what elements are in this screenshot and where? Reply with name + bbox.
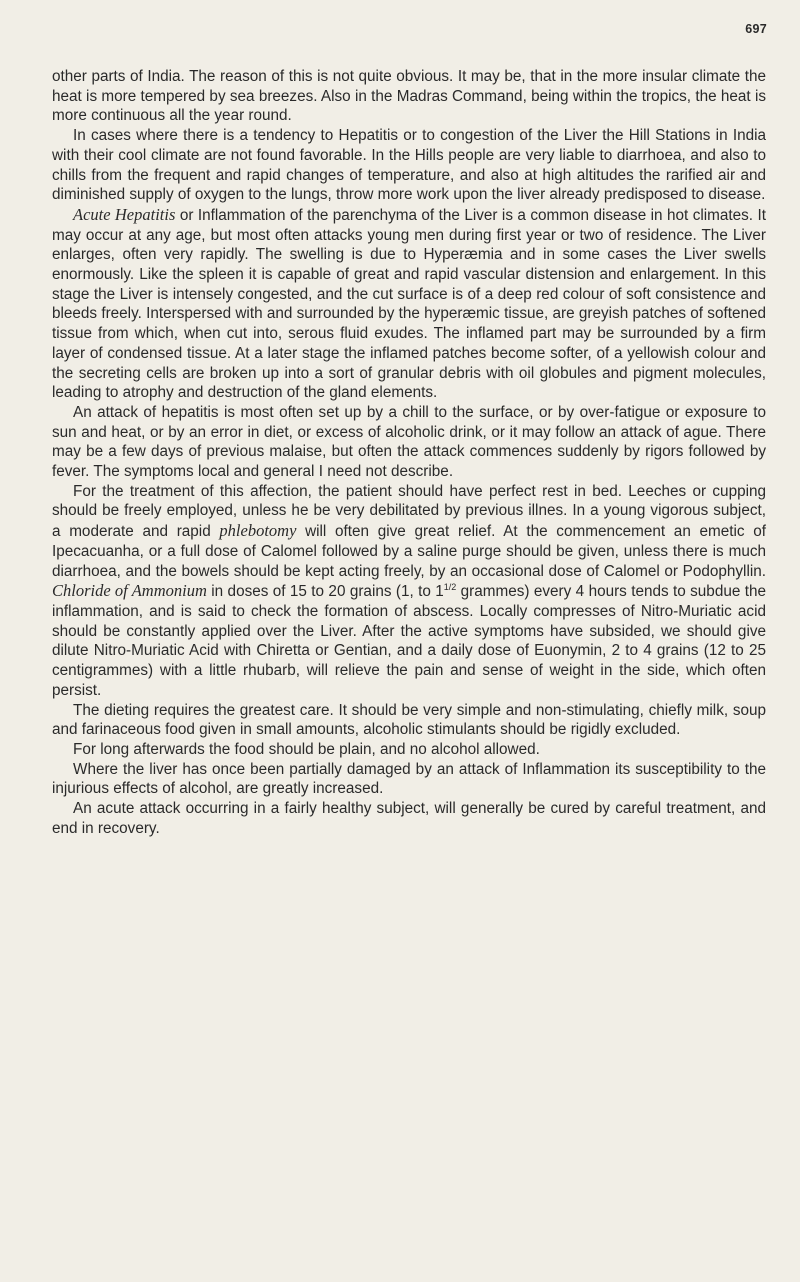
italic-term: Chloride of Ammonium	[52, 581, 207, 601]
body-text	[52, 67, 766, 838]
paragraph-9	[52, 799, 766, 838]
italic-term: Acute Hepatitis	[73, 204, 176, 224]
text-run: in doses of 15 to 20 grains (1, to 1	[206, 583, 444, 601]
text-run: grammes) every 4 hours tends to subdue the inflammation, and is said to check the formation of abscess. Locally compresses of Nitro-Muriatic acid should be constantly applied over the Liver. After the active symptoms have subsided, we should give dilute Nitro-Muriatic Acid with Chiretta or Gentian, and a daily dose of Euonymin, 2 to 4 grains (12 to 25 centigrammes) with a little rhubarb, will relieve the pain and sense of weight in the side, which often persist.	[52, 583, 766, 699]
text-run: In cases where there is a tendency to Hepatitis or to congestion of the Liver the Hill Stations in India with their cool climate are not found favorable. In the Hills people are very liable to diarrhoea, and also to chills from the frequent and rapid changes of temperature, and also at high altitudes the rarified air and diminished supply of oxygen to the lungs, throw more work upon the liver already predisposed to disease.	[52, 127, 766, 204]
text-run: or Inflammation of the parenchyma of the Liver is a common disease in hot climates. It may occur at any age, but most often attacks young men during first year or two of residence. The Liver enlarges, often very rapidly. The swelling is due to Hyperæmia and in some cases the Liver swells enormously. Like the spleen it is capable of great and rapid vascular distension and enlargement. In this stage the Liver is intensely congested, and the cut surface is of a deep red colour of soft consistence and bleeds freely. Interspersed with and surrounded by the hyperæmic tissue, are greyish patches of softened tissue from which, when cut into, serous fluid exudes. The inflamed part may be surrounded by a firm layer of condensed tissue. At a later stage the inflamed patches become softer, of a yellowish colour and the secreting cells are broken up into a sort of granular debris with oil globules and pigment molecules, leading to atrophy and destruction of the gland elements.	[52, 206, 766, 402]
paragraph-5	[52, 482, 766, 701]
fraction-superscript: 1/2	[443, 582, 457, 593]
text-run: An acute attack occurring in a fairly healthy subject, will generally be cured by careful treatment, and end in recovery.	[52, 800, 766, 837]
paragraph-7	[52, 740, 766, 760]
paragraph-8	[52, 760, 766, 799]
text-run: other parts of India. The reason of this is not quite obvious. It may be, that in the more insular climate the heat is more tempered by sea breezes. Also in the Madras Command, being within the tropics, the heat is more continuous all the year round.	[52, 68, 766, 125]
italic-term: phlebotomy	[219, 521, 297, 541]
page-number: 697	[745, 22, 767, 36]
paragraph-1	[52, 67, 766, 126]
text-run: For long afterwards the food should be plain, and no alcohol allowed.	[73, 740, 540, 758]
paragraph-2	[52, 126, 766, 205]
text-run: Where the liver has once been partially damaged by an attack of Inflammation its susceptibility to the injurious effects of alcohol, are greatly increased.	[52, 760, 766, 798]
text-run: will often give great relief. At the commencement an emetic of Ipecacuanha, or a full dose of Calomel followed by a saline purge should be given, unless there is much diarrhoea, and the bowels should be kept acting freely, by an occasional dose of Calomel or Podophyllin.	[52, 523, 767, 580]
paragraph-4	[52, 403, 766, 482]
text-run: For the treatment of this affection, the patient should have perfect rest in bed. Leeches or cupping should be freely employed, unless he be very debilitated by previous illnes. In a young vigorous subject, a moderate and rapid	[52, 482, 766, 541]
text-run: The dieting requires the greatest care. It should be very simple and non-stimulating, chiefly milk, soup and farinaceous food given in small amounts, alcoholic stimulants should be rigidly excluded.	[52, 701, 766, 739]
paragraph-3	[52, 205, 766, 403]
paragraph-6	[52, 701, 766, 740]
text-run: An attack of hepatitis is most often set up by a chill to the surface, or by over-fatigue or exposure to sun and heat, or by an error in diet, or excess of alcoholic drink, or it may follow an attack of ague. There may be a few days of previous malaise, but often the attack commences suddenly by rigors followed by fever. The symptoms local and general I need not describe.	[52, 403, 766, 481]
